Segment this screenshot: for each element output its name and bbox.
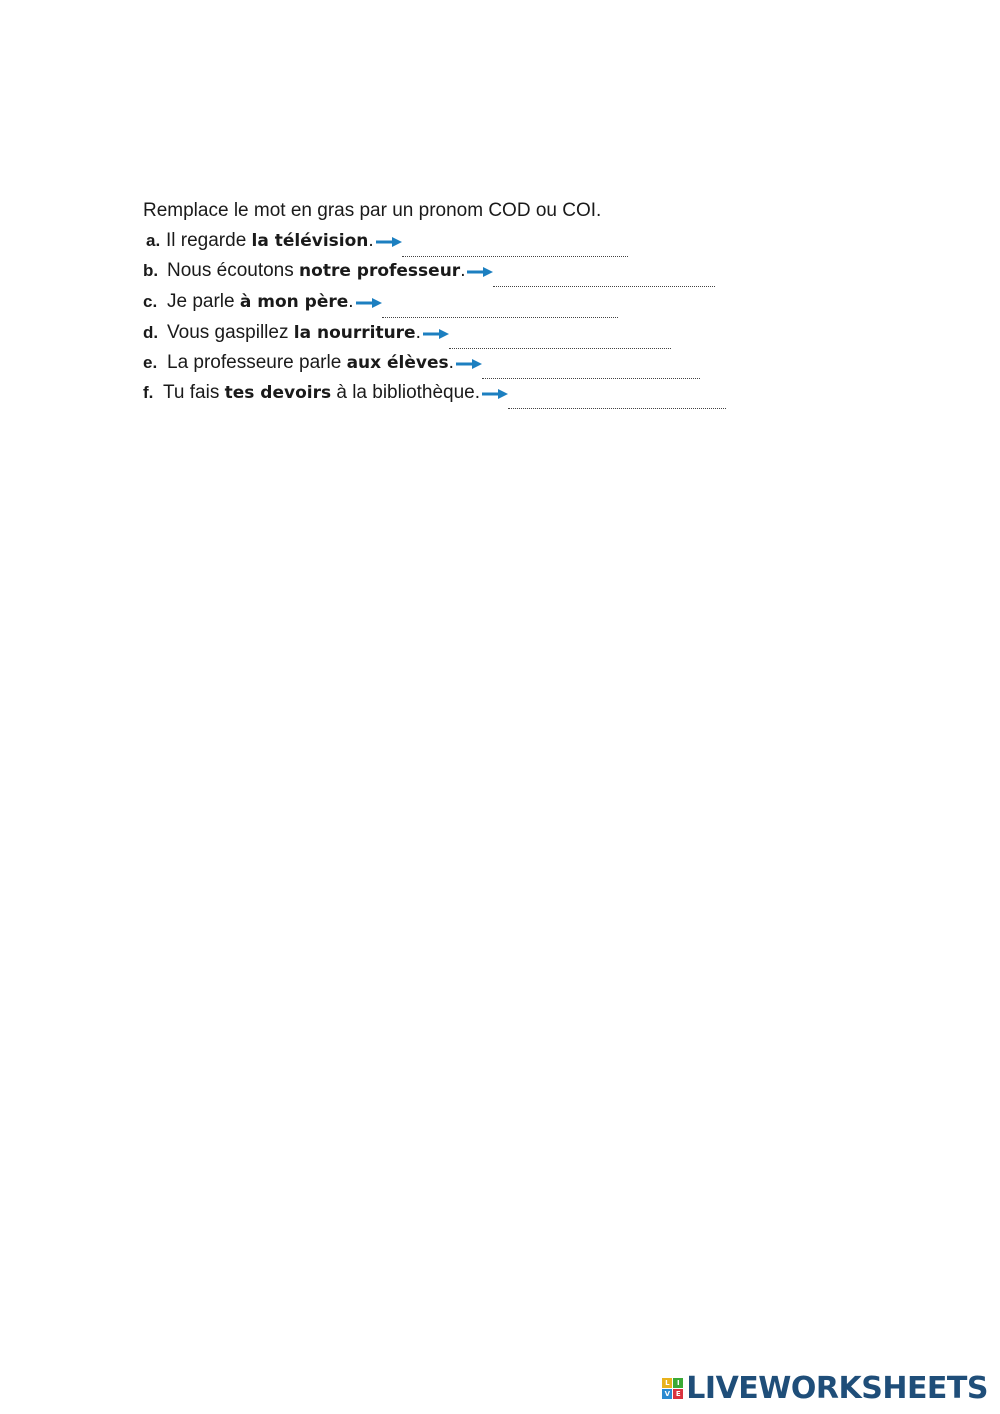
answer-field-a[interactable] (402, 240, 628, 257)
bold-phrase: la télévision (251, 231, 369, 251)
sentence-end: . (368, 230, 374, 251)
exercise-item-b (143, 260, 715, 288)
sentence-text: Tu fais (163, 382, 225, 403)
item-letter: e. (143, 353, 158, 372)
answer-field-f[interactable] (508, 392, 726, 409)
instruction-text: Remplace le mot en gras par un pronom COD ou COI. (143, 200, 602, 221)
item-letter: c. (143, 292, 158, 311)
item-letter: d. (143, 323, 159, 342)
right-arrow-icon (467, 267, 493, 277)
right-arrow-icon (356, 298, 382, 308)
bold-phrase: aux élèves (346, 353, 449, 373)
sentence (167, 260, 465, 282)
exercise-item-c (143, 291, 618, 319)
right-arrow-icon (482, 389, 508, 399)
exercise-item-a (146, 230, 628, 258)
answer-field-e[interactable] (482, 362, 700, 379)
right-arrow-icon (423, 329, 449, 339)
sentence-text: Nous écoutons (167, 260, 300, 281)
sentence (167, 322, 421, 344)
brand-name: LIVEWORKSHEETS (686, 1371, 988, 1406)
answer-field-b[interactable] (493, 270, 715, 287)
bold-phrase: tes devoirs (224, 383, 332, 403)
sentence-text: La professeure parle (167, 352, 347, 373)
sentence-end: à la bibliothèque. (331, 382, 481, 403)
answer-field-c[interactable] (382, 301, 618, 318)
logo-letter: E (673, 1389, 683, 1399)
exercise-item-e (143, 352, 700, 380)
bold-phrase: notre professeur (299, 261, 461, 281)
bold-phrase: à mon père (239, 292, 349, 312)
item-letter: b. (143, 261, 159, 280)
sentence-text: Vous gaspillez (167, 322, 294, 343)
sentence-text: Il regarde (166, 230, 252, 251)
item-letter: f. (143, 383, 154, 402)
sentence (167, 291, 354, 313)
logo-letter: V (662, 1389, 672, 1399)
right-arrow-icon (456, 359, 482, 369)
sentence (167, 352, 454, 374)
item-letter: a. (146, 231, 161, 250)
sentence-end: . (460, 260, 466, 281)
sentence (166, 230, 374, 252)
exercise-item-d (143, 322, 671, 350)
right-arrow-icon (376, 237, 402, 247)
bold-phrase: la nourriture (293, 323, 416, 343)
logo-letter: I (673, 1378, 683, 1388)
sentence-end: . (448, 352, 454, 373)
logo-letter: L (662, 1378, 672, 1388)
sentence-end: . (415, 322, 421, 343)
sentence-text: Je parle (167, 291, 240, 312)
exercise-item-f (143, 382, 726, 410)
sentence-end: . (348, 291, 354, 312)
sentence (163, 382, 480, 404)
liveworksheets-brand (662, 1371, 988, 1406)
liveworksheets-logo-icon (662, 1378, 683, 1399)
answer-field-d[interactable] (449, 332, 671, 349)
